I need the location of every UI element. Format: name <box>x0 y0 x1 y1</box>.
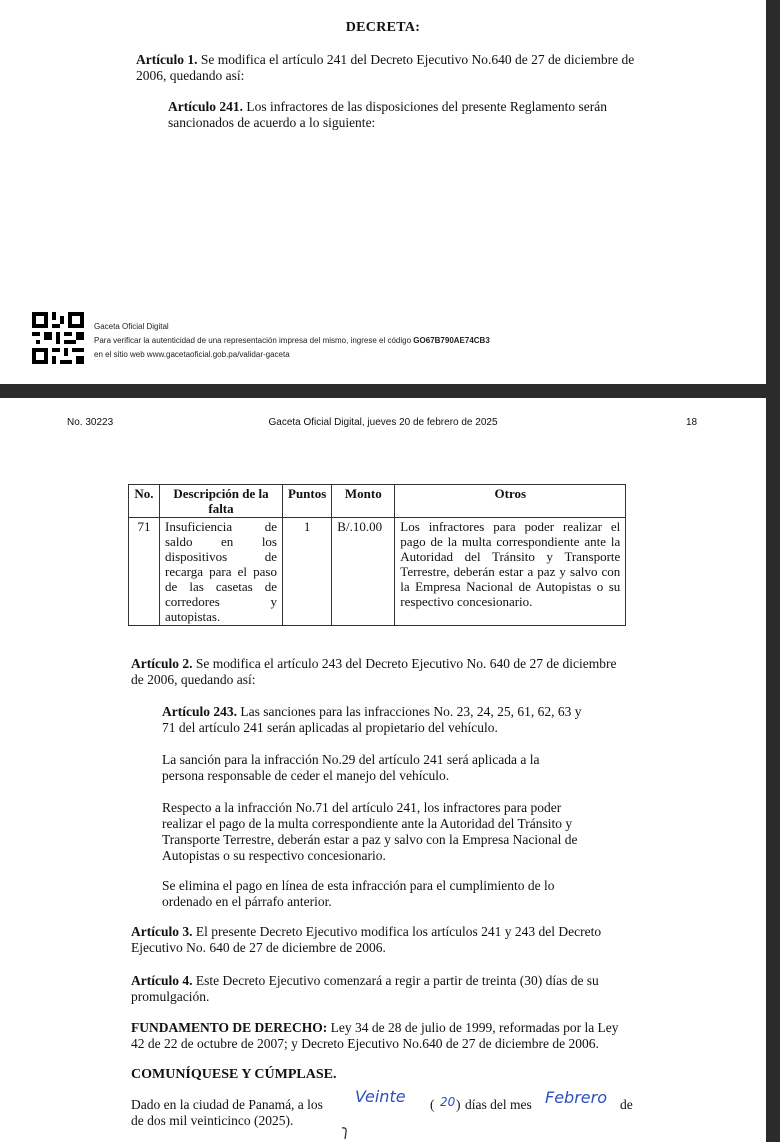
gazette-number: No. 30223 <box>67 417 114 428</box>
cell-others: Los infractores para poder realizar el pago de la multa correspondiente ante la Autoridad del Tránsito y Transporte Terrestre, deberán estar a paz y salvo con la Empresa Nacional de Autopistas o su respectivo concesionario. <box>395 518 626 626</box>
article-2-text: Se modifica el artículo 243 del Decreto Ejecutivo No. 640 de 27 de diciembre de 2006, quedando así: <box>131 656 617 687</box>
article-2-label: Artículo 2. <box>131 656 193 671</box>
column-header-points: Puntos <box>283 485 332 518</box>
column-header-others: Otros <box>395 485 626 518</box>
cell-no: 71 <box>129 518 160 626</box>
de-text: de <box>620 1097 633 1112</box>
legal-basis-label: FUNDAMENTO DE DERECHO: <box>131 1020 328 1035</box>
article-243-text-1: Las sanciones para las infracciones No. 23, 24, 25, 61, 62, 63 y 71 del artículo 241 serán aplicadas al propietario del vehículo. <box>162 704 582 735</box>
article-241-paragraph <box>168 99 608 131</box>
qr-code-icon <box>32 312 84 364</box>
article-243-paragraph-2: La sanción para la infracción No.29 del artículo 241 será aplicada a la persona responsable de ceder el manejo del vehículo. <box>162 752 540 783</box>
footer-website-line: en el sitio web www.gacetaoficial.gob.pa/validar-gaceta <box>94 350 290 359</box>
cell-amount: B/.10.00 <box>332 518 395 626</box>
article-243-paragraph-3: Respecto a la infracción No.71 del artículo 241, los infractores para poder realizar el pago de la multa correspondiente ante la Autoridad del Tránsito y Transporte Terrestre, deberán estar a paz y salvo con la Empresa Nacional de Autopistas o su respectivo concesionario. <box>162 800 578 863</box>
verification-footer <box>94 320 490 362</box>
article-243-paragraph-1 <box>162 704 582 736</box>
infraction-table <box>128 484 626 626</box>
article-3-paragraph <box>131 924 633 956</box>
handwritten-day-word: Veinte <box>355 1087 406 1106</box>
handwritten-day-number: 20 <box>440 1095 456 1109</box>
paren-open: ( <box>430 1097 435 1112</box>
article-241-text: Los infractores de las disposiciones del presente Reglamento serán sancionados de acuerdo a lo siguiente: <box>168 99 608 130</box>
column-header-amount: Monto <box>332 485 395 518</box>
article-1-label: Artículo 1. <box>136 52 198 67</box>
footer-code: GO67B790AE74CB3 <box>413 336 490 345</box>
article-3-text: El presente Decreto Ejecutivo modifica los artículos 241 y 243 del Decreto Ejecutivo No. 640 de 27 de diciembre de 2006. <box>131 924 602 955</box>
page-top <box>0 0 766 384</box>
article-243-label: Artículo 243. <box>162 704 237 719</box>
comuniquese-heading: COMUNÍQUESE Y CÚMPLASE. <box>131 1067 337 1082</box>
table-header-row <box>129 485 626 518</box>
footer-verify-line: Para verificar la autenticidad de una representación impresa del mismo, ingrese el código GO67B790AE74CB3 <box>94 336 490 345</box>
article-241-label: Artículo 241. <box>168 99 243 114</box>
signature-stroke-icon <box>340 1126 350 1140</box>
dado-line-start: Dado en la ciudad de Panamá, a los <box>131 1097 323 1112</box>
paren-close: ) <box>456 1097 461 1112</box>
article-4-label: Artículo 4. <box>131 973 193 988</box>
decreta-heading: DECRETA: <box>345 20 421 35</box>
cell-points: 1 <box>283 518 332 626</box>
article-4-paragraph <box>131 973 633 1005</box>
legal-basis-text: Ley 34 de 28 de julio de 1999, reformadas por la Ley 42 de 22 de octubre de 2007; y Decreto Ejecutivo No.640 de 27 de diciembre de 2006. <box>131 1020 619 1051</box>
handwritten-month: Febrero <box>545 1088 607 1107</box>
page-number: 18 <box>686 417 698 428</box>
cell-description: Insuficiencia de saldo en los dispositivos de recarga para el paso de las casetas de corredores y autopistas. <box>160 518 283 626</box>
article-4-text: Este Decreto Ejecutivo comenzará a regir a partir de treinta (30) días de su promulgación. <box>131 973 599 1004</box>
article-2-paragraph <box>131 656 631 688</box>
page-bottom <box>0 398 766 1142</box>
legal-basis-paragraph <box>131 1020 633 1052</box>
table-row <box>129 518 626 626</box>
footer-gaceta-title: Gaceta Oficial Digital <box>94 322 169 331</box>
dias-del-mes-text: días del mes <box>465 1097 532 1112</box>
article-3-label: Artículo 3. <box>131 924 193 939</box>
article-1-paragraph <box>136 52 646 84</box>
article-1-text: Se modifica el artículo 241 del Decreto Ejecutivo No.640 de 27 de diciembre de 2006, quedando así: <box>136 52 635 83</box>
column-header-no: No. <box>129 485 160 518</box>
gazette-header-title: Gaceta Oficial Digital, jueves 20 de febrero de 2025 <box>268 417 498 428</box>
column-header-description: Descripción de la falta <box>160 485 283 518</box>
article-243-paragraph-4: Se elimina el pago en línea de esta infracción para el cumplimiento de lo ordenado en el párrafo anterior. <box>162 878 555 909</box>
dado-line-end: de dos mil veinticinco (2025). <box>131 1113 294 1128</box>
